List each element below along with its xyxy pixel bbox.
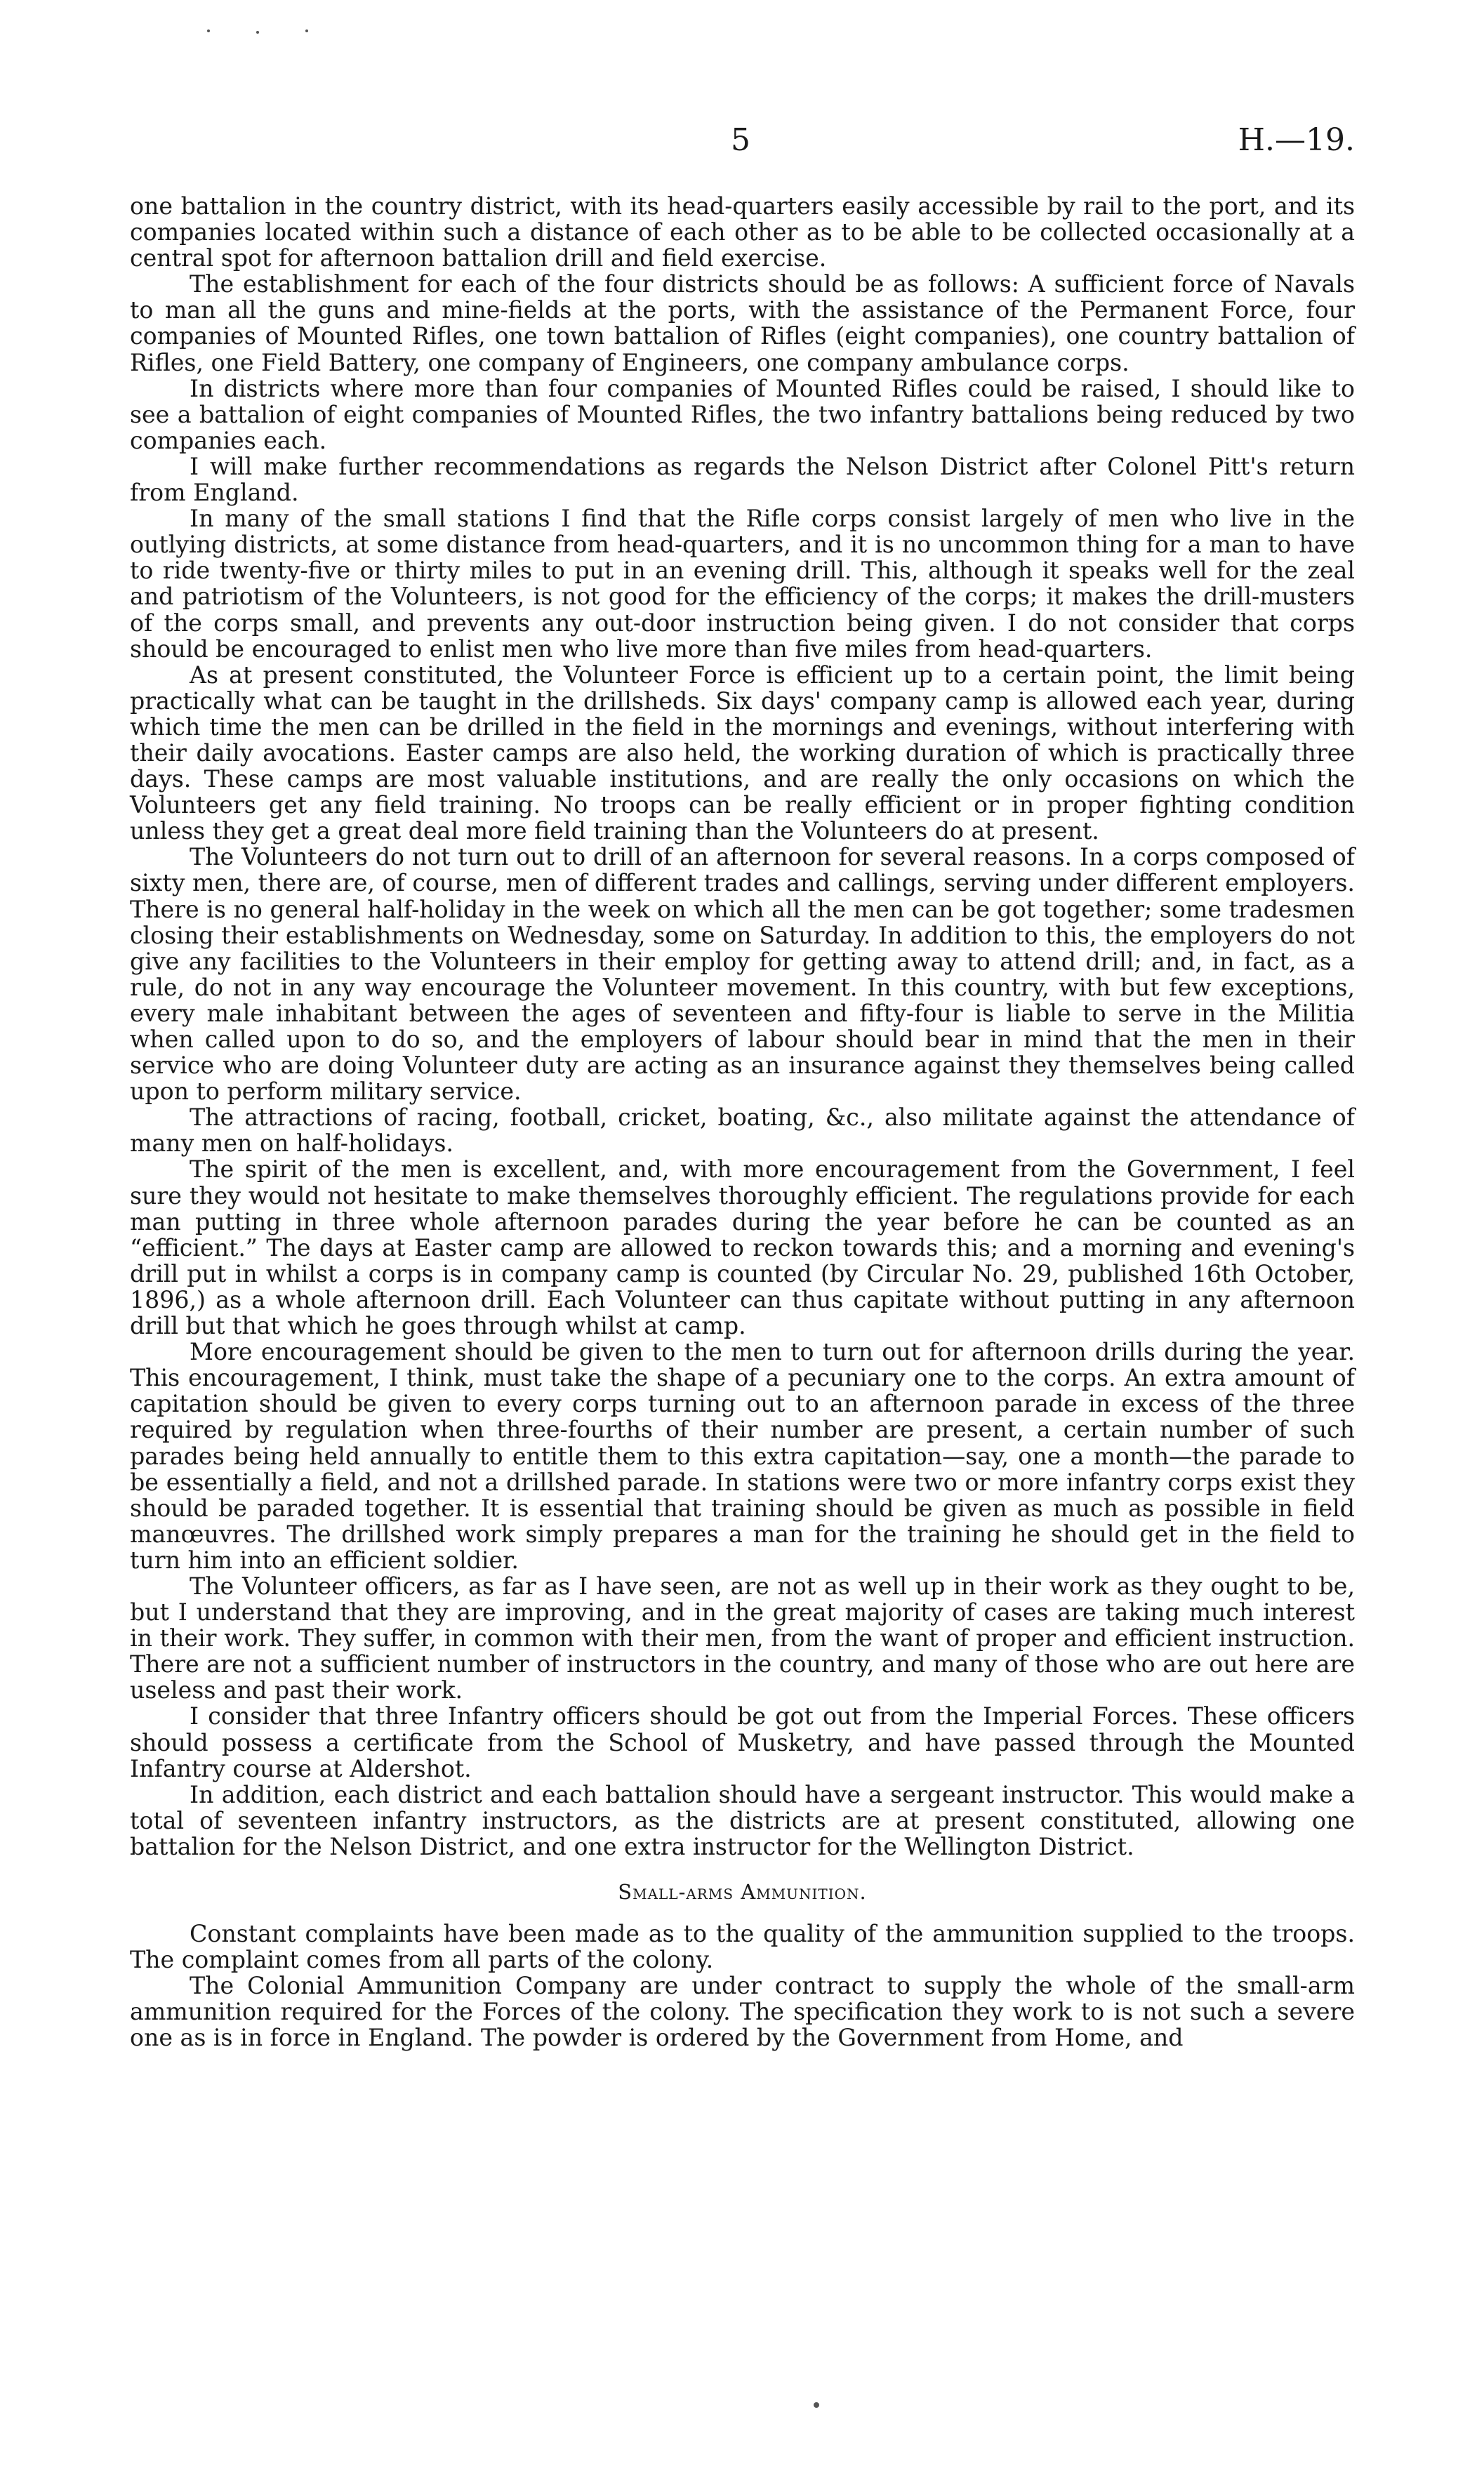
paragraph: I consider that three Infantry officers should be got out from the Imperial Forces. These officers should possess a certificate from the School of Musketry, and have passed through the Mounted Infantry course at Aldershot.: [130, 1702, 1355, 1782]
scan-speck: [305, 29, 308, 32]
paragraph: one battalion in the country district, with its head-quarters easily accessible by rail to the port, and its companies located within such a distance of each other as to be able to be collected occasionally at a central spot for afternoon battalion drill and field exercise.: [130, 192, 1355, 272]
paragraph: The spirit of the men is excellent, and, with more encouragement from the Government, I feel sure they would not hesitate to make themselves thoroughly efficient. The regulations provide for each man putting in three whole afternoon parades during the year before he can be counted as an “efficient.” The days at Easter camp are allowed to reckon towards this; and a morning and evening's drill put in whilst a corps is in company camp is counted (by Circular No. 29, published 16th October, 1896,) as a whole afternoon drill. Each Volunteer can thus capitate without putting in any afternoon drill but that which he goes through whilst at camp.: [130, 1155, 1355, 1340]
paragraph: The attractions of racing, football, cricket, boating, &c., also militate against the attendance of many men on half-holidays.: [130, 1104, 1355, 1158]
paragraph: The Volunteer officers, as far as I have seen, are not as well up in their work as they ought to be, but I understand that they are improving, and in the great majority of cases are taking much interest in their work. They suffer, in common with their men, from the want of proper and efficient instruction. There are not a sufficient number of instructors in the country, and many of those who are out here are useless and past their work.: [130, 1572, 1355, 1704]
scan-speck: [207, 29, 210, 32]
paragraph: In many of the small stations I find that the Rifle corps consist largely of men who live in the outlying districts, at some distance from head-quarters, and it is no uncommon thing for a man to have to ride twenty-five or thirty miles to put in an evening drill. This, although it speaks well for the zeal and patriotism of the Volunteers, is not good for the efficiency of the corps; it makes the drill-musters of the corps small, and prevents any out-door instruction being given. I do not consider that corps should be encouraged to enlist men who live more than five miles from head-quarters.: [130, 505, 1355, 663]
scan-speck: [814, 2402, 819, 2408]
paragraph: I will make further recommendations as regards the Nelson District after Colonel Pitt's return from England.: [130, 452, 1355, 507]
paragraph: As at present constituted, the Volunteer Force is efficient up to a certain point, the limit being practically what can be taught in the drillsheds. Six days' company camp is allowed each year, during which time the men can be drilled in the field in the mornings and evenings, without interfering with their daily avocations. Easter camps are also held, the working duration of which is practically three days. These camps are most valuable institutions, and are really the only occasions on which the Volunteers get any field training. No troops can be really efficient or in proper fighting condition unless they get a great deal more field training than the Volunteers do at present.: [130, 661, 1355, 845]
document-reference: H.—19.: [1238, 122, 1355, 158]
paragraph: Constant complaints have been made as to the quality of the ammunition supplied to the troops. The complaint comes from all parts of the colony.: [130, 1920, 1355, 1974]
document-body: [130, 193, 1355, 2051]
paragraph: The establishment for each of the four districts should be as follows: A sufficient force of Navals to man all the guns and mine-fields at the ports, with the assistance of the Permanent Force, four companies of Mounted Rifles, one town battalion of Rifles (eight companies), one country battalion of Rifles, one Field Battery, one company of Engineers, one company ambulance corps.: [130, 270, 1355, 376]
paragraph: More encouragement should be given to the men to turn out for afternoon drills during the year. This encouragement, I think, must take the shape of a pecuniary one to the corps. An extra amount of capitation should be given to every corps turning out to an afternoon parade in excess of the three required by regulation when three-fourths of their number are present, a certain number of such parades being held annually to entitle them to this extra capitation—say, one a month—the parade to be essentially a field, and not a drillshed parade. In stations were two or more infantry corps exist they should be paraded together. It is essential that training should be given as much as possible in field manœuvres. The drillshed work simply prepares a man for the training he should get in the field to turn him into an efficient soldier.: [130, 1338, 1355, 1574]
page-header: [126, 119, 1355, 168]
scan-speck: [256, 31, 259, 34]
paragraph: The Volunteers do not turn out to drill of an afternoon for several reasons. In a corps composed of sixty men, there are, of course, men of different trades and callings, serving under different employers. There is no general half-holiday in the week on which all the men can be got together; some tradesmen closing their establishments on Wednesday, some on Saturday. In addition to this, the employers do not give any facilities to the Volunteers in their employ for getting away to attend drill; and, in fact, as a rule, do not in any way encourage the Volunteer movement. In this country, with but few exceptions, every male inhabitant between the ages of seventeen and fifty-four is liable to serve in the Militia when called upon to do so, and the employers of labour should bear in mind that the men in their service who are doing Volunteer duty are acting as an insurance against they themselves being called upon to perform military service.: [130, 843, 1355, 1106]
paragraph: In addition, each district and each battalion should have a sergeant instructor. This would make a total of seventeen infantry instructors, as the districts are at present constituted, allowing one battalion for the Nelson District, and one extra instructor for the Wellington District.: [130, 1780, 1355, 1860]
paragraph: In districts where more than four companies of Mounted Rifles could be raised, I should like to see a battalion of eight companies of Mounted Rifles, the two infantry battalions being reduced by two companies each.: [130, 374, 1355, 454]
section-heading: Small-arms Ammunition.: [618, 1880, 867, 1904]
page-number: 5: [731, 122, 750, 158]
paragraph: The Colonial Ammunition Company are under contract to supply the whole of the small-arm ammunition required for the Forces of the colony. The specification they work to is not such a severe one as is in force in England. The powder is ordered by the Government from Home, and: [130, 1972, 1355, 2052]
